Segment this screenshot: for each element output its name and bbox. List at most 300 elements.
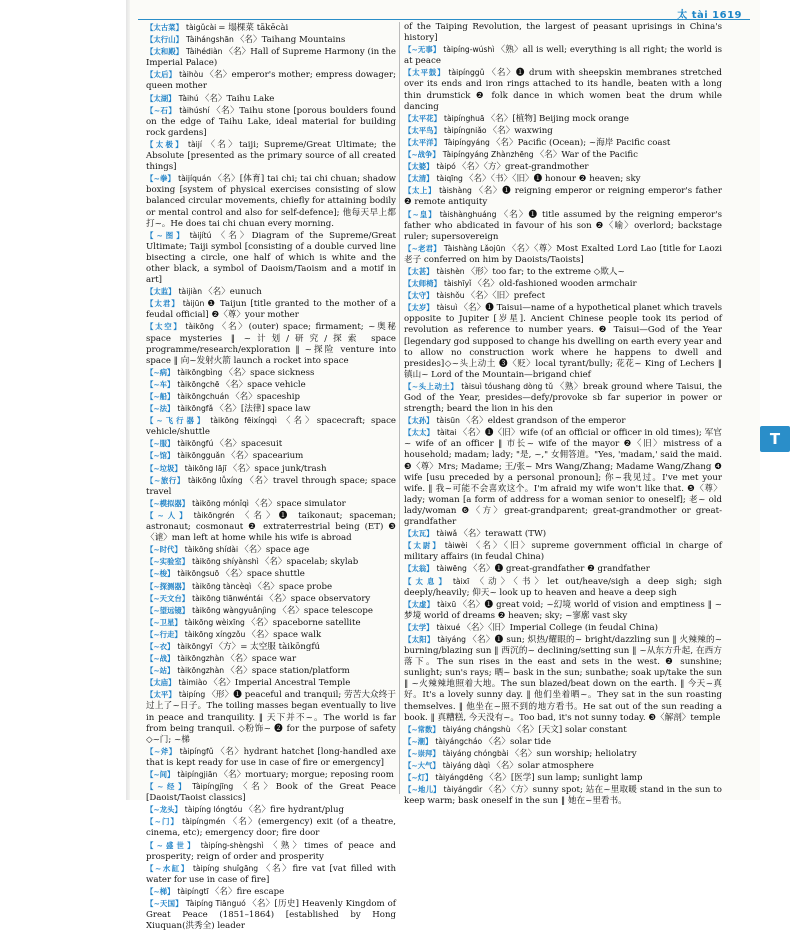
entry-pinyin: tàikōng tàncèqì: [192, 581, 252, 591]
entry-definition: 〈名〉War of the Pacific: [535, 150, 638, 161]
entry-pinyin: tàishèn: [436, 266, 465, 276]
entry-headword: 【~衣】: [146, 641, 175, 651]
entry-pinyin: tàipíng-shèngshì: [200, 840, 264, 850]
entry-definition: 〈名〉❶ sun; 炽热/耀眼的~ bright/dazzling sun ‖ 火辣辣的~ burning/blazing sun ‖ 西沉的~ declining/setting sun ‖ ~从东方升起, 在西方落下。The sun rises in the east and sets in the west. ❷ sunshine; sunlight; sun's rays; 晒~ bask in the sun; sunbathe; soak up/take the sun ‖ ~火辣辣地照着大地。The sun blazed/beat down on the earth. ‖ 今天~真好。It's a lovely sunny day. ‖ 他们坐着晒~。They sat in the sun roasting themselves. ‖ 他坐在~照不到的地方看书。He sat out of the sun reading a book. ‖ 真糟糕, 今天没有~。Too bad, it's not sunny today. ❸〈解剖〉temple: [404, 634, 722, 723]
dictionary-entry: [404, 302, 722, 381]
dictionary-entry: [404, 576, 722, 599]
entry-headword: 【太庙】: [146, 678, 176, 688]
entry-definition: 〈形〉❶ peaceful and tranquil; 劳苦大众终于过上了~日子。The toiling masses began eventually to live in peace and tranquility. ‖ 天下并不~。The world is far from being tranquil. ◇粉饰~ ❷ for the purpose of safety ◇~门; ~梯: [146, 690, 396, 745]
entry-headword: 【太古菜】: [146, 23, 183, 32]
entry-headword: 【太清】: [404, 174, 434, 184]
entry-headword: 【~时代】: [146, 545, 182, 555]
dictionary-entry: [146, 139, 396, 173]
entry-pinyin: tàikōngsuō: [177, 569, 220, 579]
entry-headword: 【太婆】: [404, 162, 434, 172]
dictionary-entry: [146, 863, 396, 886]
entry-pinyin: tàipínghuā: [443, 113, 485, 123]
entry-definition: 〈方〉= 太空服 tàikōngfú: [214, 641, 321, 652]
entry-headword: 【~拳】: [146, 174, 176, 184]
entry-headword: 【~盛世】: [146, 840, 198, 850]
entry-pinyin: tàipíngniǎo: [443, 125, 487, 135]
entry-headword: 【~间】: [146, 770, 175, 779]
dictionary-entry: [146, 475, 396, 498]
dictionary-entry: [146, 321, 396, 366]
entry-headword: 【~天国】: [146, 899, 183, 909]
left-column: [146, 22, 396, 932]
dictionary-entry: [404, 243, 722, 266]
entry-definition: 〈名〉❶ great-grandfather ❷ grandfather: [468, 564, 650, 575]
dictionary-entry: [146, 286, 396, 298]
entry-headword: 【~常数】: [404, 724, 440, 734]
entry-definition: 〈名〉Book of the Great Peace [Daoist/Taoist classics]: [146, 782, 396, 804]
entry-headword: 【~探测器】: [146, 581, 190, 591]
entry-headword: 【~旅行】: [146, 475, 185, 485]
entry-definition: 〈名〉Taihang Mountains: [235, 35, 346, 46]
entry-pinyin: tàiyángdēng: [435, 773, 484, 783]
entry-definition: 〈名〉emperor's mother; empress dowager; queen mother: [146, 70, 396, 92]
entry-headword: 【太平鸟】: [404, 125, 441, 135]
entry-pinyin: Tàipíngyáng Zhànzhēng: [442, 150, 534, 160]
entry-pinyin: Tàipíngjīng: [192, 782, 234, 792]
entry-definition: 〈名〉〈旧〉prefect: [466, 291, 546, 302]
entry-definition: 〈名〉Taihu Lake: [200, 93, 275, 104]
entry-pinyin: tàiyángdìr: [443, 785, 483, 795]
entry-pinyin: tàijítú: [189, 230, 212, 240]
entry-definition: 〈名〉solar atmosphere: [492, 761, 594, 771]
entry-pinyin: tàikōng shíyànshì: [192, 557, 259, 567]
dictionary-entry: [146, 173, 396, 229]
dictionary-entry: [404, 540, 722, 563]
entry-definition: 〈名〉spacesuit: [215, 439, 283, 450]
entry-pinyin: tàijí: [188, 139, 202, 149]
entry-definition: 〈名〉space probe: [253, 581, 333, 592]
entry-headword: 【~病】: [146, 367, 175, 377]
dictionary-entry: [146, 641, 396, 653]
entry-definition: 〈名〉[法律] space law: [215, 404, 311, 415]
entry-headword: 【~望远镜】: [146, 605, 190, 615]
entry-pinyin: Tàihédiàn: [186, 47, 223, 57]
entry-definition: 〈名〉Imperial Ancestral Temple: [209, 678, 351, 689]
dictionary-entry: [404, 137, 722, 149]
entry-pinyin: tàimiào: [178, 678, 208, 688]
entry-pinyin: tàiwēng: [436, 564, 467, 574]
entry-headword: 【~船】: [146, 392, 175, 401]
dictionary-entry: [146, 93, 396, 105]
entry-pinyin: tàikōng tiānwéntái: [192, 593, 263, 603]
dictionary-entry: [404, 266, 722, 278]
entry-pinyin: tàikōngchuán: [177, 392, 230, 401]
entry-definition: = 塌棵菜 tākēcài: [218, 23, 289, 33]
dictionary-entry: [404, 173, 722, 185]
dictionary-entry: [146, 230, 396, 286]
entry-headword: 【~战争】: [404, 150, 440, 160]
dictionary-entry: [404, 563, 722, 575]
entry-pinyin: tàitai: [437, 428, 457, 438]
dictionary-entry: [404, 149, 722, 161]
entry-headword: 【太湖】: [146, 93, 176, 103]
dictionary-entry: [146, 593, 396, 605]
entry-headword: 【~无事】: [404, 45, 441, 55]
dictionary-entry: [404, 427, 722, 528]
entry-pinyin: tàixī: [452, 576, 470, 586]
entry-headword: 【~经】: [146, 782, 190, 792]
entry-headword: 【~石】: [146, 105, 177, 115]
entry-headword: 【太极】: [146, 139, 186, 149]
entry-pinyin: tàisuì: [436, 303, 458, 313]
entry-pinyin: tàixué: [436, 622, 461, 632]
entry-definition: 〈熟〉all is well; everything is all right; the world is at peace: [404, 45, 722, 67]
entry-definition: 〈动〉〈书〉let out/heave/sigh a deep sigh; sigh deeply/heavily; 仰天~ look up to heaven and heave a deep sigh: [404, 576, 722, 598]
dictionary-entry: [404, 599, 722, 622]
dictionary-entry: [146, 415, 396, 438]
entry-definition: 〈名〉spacecraft; space vehicle/shuttle: [146, 416, 396, 438]
entry-headword: 【太甚】: [404, 266, 434, 276]
entry-headword: 【太学】: [404, 622, 434, 632]
entry-pinyin: tàishànghuáng: [439, 209, 497, 219]
dictionary-entry: [146, 581, 396, 593]
dictionary-entry: [146, 629, 396, 641]
dictionary-entry: [146, 665, 396, 677]
dictionary-entry: [404, 772, 722, 784]
entry-pinyin: tàikōngrén: [193, 510, 235, 520]
entry-headword: 【~模拟器】: [146, 498, 190, 508]
entry-definition: 〈名〉〈尊〉Most Exalted Lord Lao [title for Laozi 老子 conferred on him by Daoists/Taoists]: [404, 243, 723, 265]
entry-pinyin: tàijíquán: [178, 174, 212, 184]
entry-headword: 【~梯】: [146, 886, 175, 896]
entry-pinyin: tàipíngjiān: [177, 770, 218, 779]
dictionary-entry: [146, 769, 396, 781]
entry-definition: 〈名〉mortuary; morgue; reposing room: [219, 770, 394, 780]
entry-headword: 【太太】: [404, 428, 435, 438]
dictionary-entry: [404, 125, 722, 137]
dictionary-entry: [404, 528, 722, 540]
entry-headword: 【~车】: [146, 379, 175, 389]
entry-pinyin: tàihúshí: [179, 105, 210, 115]
dictionary-entry: [146, 34, 396, 46]
entry-definition: 〈名〉old-fashioned wooden armchair: [473, 279, 637, 290]
dictionary-entry: [146, 379, 396, 391]
entry-pinyin: Tàipíngyáng: [443, 137, 490, 147]
entry-headword: 【太尉】: [404, 541, 442, 551]
dictionary-entry: [146, 677, 396, 689]
entry-definition: 〈名〉spaceship: [231, 392, 300, 402]
entry-pinyin: tàikōng lǚxíng: [187, 475, 243, 485]
entry-pinyin: tàikōngfǎ: [177, 404, 214, 414]
entry-headword: 【太息】: [404, 576, 450, 586]
entry-definition: 〈名〉[医学] sun lamp; sunlight lamp: [485, 773, 643, 784]
entry-definition: 〈名〉travel through space; space travel: [146, 475, 396, 497]
entry-headword: 【~行走】: [146, 629, 182, 639]
entry-definition: 〈名〉fire escape: [210, 886, 285, 897]
entry-headword: 【~崇拜】: [404, 748, 440, 758]
entry-pinyin: tàipínggǔ: [448, 68, 485, 78]
dictionary-entry: [404, 736, 722, 748]
dictionary-entry: [404, 634, 722, 724]
entry-headword: 【太和殿】: [146, 47, 184, 57]
page-header: [138, 6, 750, 20]
entry-headword: 【太空】: [146, 322, 183, 332]
entry-definition: 〈名〉solar tide: [484, 736, 552, 747]
entry-definition: 〈名〉❶ drum with sheepskin membranes stretched over its ends and iron rings attached to its handle, beaten with a long thin drumstick ❷ folk dance in which women beat the drum while dancing: [404, 68, 722, 112]
entry-pinyin: tàiwǎ: [436, 529, 458, 539]
entry-pinyin: tàiyáng: [437, 634, 466, 644]
dictionary-entry: [404, 44, 722, 67]
entry-pinyin: tàikōngbìng: [177, 367, 223, 377]
entry-headword: 【~卫星】: [146, 617, 182, 627]
entry-pinyin: Tàipíng Tiānguó: [185, 899, 246, 909]
entry-pinyin: tàishǒu: [436, 291, 465, 301]
dictionary-entry: [146, 367, 396, 379]
entry-definition: 〈名〉space age: [240, 545, 310, 556]
entry-pinyin: tàikōngfú: [177, 439, 214, 449]
entry-definition: 〈名〉taiji; Supreme/Great Ultimate; the Absolute [presented as the primary source of all created things]: [146, 139, 396, 173]
entry-headword: 【~头上动土】: [404, 381, 459, 391]
entry-definition: of the Taiping Revolution, the largest of peasant uprisings in China's history]: [404, 22, 722, 44]
dictionary-entry: [404, 622, 722, 634]
dictionary-entry: [404, 161, 722, 173]
entry-definition: 〈名〉hydrant hatchet [long-handled axe that is kept ready for use in case of fire or emergency]: [146, 746, 396, 768]
dictionary-entry: [146, 617, 396, 629]
dictionary-entry: [404, 748, 722, 760]
entry-pinyin: tàipíngmén: [182, 817, 226, 827]
entry-definition: 〈名〉Hall of Supreme Harmony (in the Imperial Palace): [146, 47, 396, 69]
entry-pinyin: tàikōng lājī: [184, 463, 227, 473]
entry-definition: 〈名〉eunuch: [204, 287, 262, 298]
entry-headword: 【太阳】: [404, 634, 435, 644]
dictionary-entry: [146, 544, 396, 556]
entry-pinyin: Tàihú: [178, 93, 199, 103]
entry-definition: 〈名〉sun worship; heliolatry: [510, 748, 637, 759]
entry-definition: 〈名〉[植物] Beijing mock orange: [486, 113, 629, 124]
entry-headword: 【~灯】: [404, 773, 433, 783]
right-column: [404, 22, 723, 807]
entry-headword: 【~人】: [146, 510, 191, 520]
entry-pinyin: tàiyáng chóngbài: [442, 748, 509, 758]
entry-headword: 【~斧】: [146, 746, 177, 756]
entry-headword: 【太瓦】: [404, 529, 434, 539]
entry-pinyin: tàiyáng chángshù: [442, 724, 511, 734]
entry-definition: 〈名〉〈旧〉Imperial College (in feudal China): [462, 622, 658, 633]
dictionary-entry: [146, 886, 396, 898]
entry-pinyin: tàipíngfǔ: [179, 746, 214, 756]
entry-headword: 【~大气】: [404, 761, 440, 770]
dictionary-entry: [146, 46, 396, 69]
entry-headword: 【~服】: [146, 439, 175, 449]
entry-definition: 〈名〉space station/platform: [226, 666, 350, 677]
thumb-index-tab[interactable]: T: [760, 426, 790, 452]
dictionary-entry: [146, 804, 396, 816]
entry-pinyin: tàipíng shuǐgāng: [192, 863, 259, 873]
entry-headword: 【~潮】: [404, 736, 433, 746]
entry-pinyin: tàisuì tóushang dòng tǔ: [461, 381, 554, 391]
entry-pinyin: tàikōng mónǐqì: [192, 498, 249, 508]
entry-headword: 【太虚】: [404, 599, 435, 609]
entry-definition: 〈名〉terawatt (TW): [459, 529, 547, 540]
entry-definition: ❶ Taijun [title granted to the mother of a feudal official] ❷〈尊〉your mother: [146, 299, 396, 321]
dictionary-entry: [146, 898, 396, 932]
entry-definition: 〈名〉space telescope: [278, 605, 373, 616]
dictionary-entry: [404, 278, 722, 290]
entry-definition: 〈名〉[历史] Heavenly Kingdom of Great Peace (1851–1864) [established by Hong Xiuquan(洪秀全) leader: [146, 899, 396, 932]
entry-pinyin: tàikōng xíngzǒu: [184, 629, 246, 639]
dictionary-entry: [146, 450, 396, 462]
entry-headword: 【太平鼓】: [404, 68, 446, 78]
dictionary-entry: [404, 113, 722, 125]
entry-pinyin: tàigǔcài: [185, 23, 217, 32]
entry-pinyin: tàikōngzhàn: [177, 654, 225, 664]
entry-definition: 〈熟〉break ground where Taisui, the God of the Year, presides—defy/provoke sb far superior in power or strength; beard the lion in his den: [404, 381, 722, 415]
dictionary-entry: [404, 67, 722, 112]
entry-headword: 【太师椅】: [404, 279, 441, 289]
entry-pinyin: tàishīyǐ: [443, 279, 472, 289]
entry-definition: 〈名〉Taihu stone [porous boulders found on the edge of Taihu Lake, ideal material for building rock gardens]: [146, 105, 396, 138]
entry-definition: 〈名〉space vehicle: [221, 379, 306, 390]
entry-headword: 【太平花】: [404, 113, 441, 123]
entry-definition: 〈名〉Pacific (Ocean); ~海岸 Pacific coast: [491, 137, 671, 148]
entry-pinyin: tàipíng lóngtóu: [184, 805, 243, 815]
entry-headword: 【~站】: [146, 666, 175, 676]
dictionary-entry: [146, 105, 396, 139]
entry-definition: 〈名〉space walk: [247, 629, 322, 640]
entry-headword: 【~飞行器】: [146, 416, 208, 426]
entry-headword: 【~皇】: [404, 209, 437, 219]
dictionary-entry: [146, 498, 396, 510]
entry-headword: 【太后】: [146, 70, 177, 80]
entry-headword: 【太行山】: [146, 35, 183, 45]
entry-headword: 【~地儿】: [404, 785, 441, 795]
entry-pinyin: tàikōng fēixíngqì: [210, 416, 277, 426]
entry-definition: 〈熟〉times of peace and prosperity; reign of order and prosperity: [146, 840, 396, 862]
entry-definition: 〈名〉(outer) space; firmament; ~奥秘 space mysteries ‖ ~计划/研究/探索 space programme/research/exploration ‖ ~探险 venture into space ‖ 向~发射火箭 launch a rocket into space: [146, 322, 396, 366]
entry-definition: 〈名〉spaceborne satellite: [246, 617, 361, 628]
entry-pinyin: tàikōngyī: [177, 641, 213, 651]
dictionary-entry: [146, 816, 396, 839]
dictionary-entry: [404, 724, 722, 736]
entry-headword: 【~法】: [146, 404, 175, 414]
entry-headword: 【~图】: [146, 230, 187, 240]
entry-definition: 〈名〉〈旧〉supreme government official in charge of military affairs (in feudal China): [404, 541, 722, 563]
entry-headword: 【~馆】: [146, 451, 175, 461]
dictionary-entry: [146, 463, 396, 475]
entry-pinyin: Tàihángshān: [185, 35, 234, 45]
entry-pinyin: tàijūn: [182, 299, 205, 309]
entry-pinyin: tàishàng: [439, 186, 472, 196]
entry-pinyin: tàikōngguǎn: [177, 451, 225, 461]
entry-definition: 〈名〉❶ great void; ~幻境 world of vision and emptiness ‖ ~梦境 world of dreams ❷ heaven; sky; ~寥廓 vast sky: [404, 599, 722, 621]
entry-pinyin: tàiwèi: [444, 541, 468, 551]
running-head: 太 tài 1619: [677, 10, 742, 21]
entry-definition: 〈名〉fire hydrant/plug: [244, 805, 345, 816]
dictionary-entry: [146, 689, 396, 745]
dictionary-entry: [146, 510, 396, 544]
dictionary-entry: [146, 556, 396, 568]
entry-definition: 〈名〉〈书〉〈旧〉❶ honour ❷ heaven; sky: [464, 174, 641, 185]
entry-pinyin: tàixū: [437, 599, 457, 609]
entry-definition: 〈名〉spacelab; skylab: [260, 557, 359, 568]
entry-headword: 【太岁】: [404, 303, 434, 313]
entry-definition: 〈名〉〈方〉great-grandmother: [457, 162, 589, 173]
entry-headword: 【太平】: [146, 690, 176, 700]
entry-definition: 〈名〉❶ reigning emperor or reigning emperor's father ❷ remote antiquity: [404, 186, 722, 208]
dictionary-entry: [146, 69, 396, 92]
dictionary-entry: [404, 185, 722, 208]
entry-headword: 【太上】: [404, 186, 437, 196]
dictionary-entry: [146, 391, 396, 403]
entry-pinyin: tàipíngtī: [177, 886, 209, 896]
entry-pinyin: tàihòu: [179, 70, 204, 80]
dictionary-entry: [404, 22, 722, 44]
entry-headword: 【~战】: [146, 654, 175, 664]
entry-pinyin: tàiyángcháo: [435, 736, 483, 746]
entry-pinyin: tàikōng wèixīng: [184, 617, 245, 627]
entry-headword: 【~梭】: [146, 569, 175, 579]
entry-definition: 〈名〉[体育] tai chi; tai chi chuan; shadow boxing [system of physical exercises consisting of slow balanced circular movements, chiefly for attaining bodily or mental control and also for self-defence]; 他每天早上都打~。He does tai chi chuan every morning.: [146, 174, 396, 229]
entry-definition: 〈名〉space sickness: [224, 367, 315, 378]
entry-pinyin: Tàishàng Lǎojūn: [443, 243, 506, 253]
dictionary-entry: [146, 781, 396, 804]
entry-pinyin: tàikōngchē: [177, 379, 220, 389]
entry-definition: 〈名〉❶ title assumed by the reigning emperor's father who abdicated in favour of his son ❷〈喻〉overlord; backstage ruler; supersovereign: [404, 209, 722, 242]
entry-pinyin: tàipíng-wúshì: [443, 45, 495, 55]
entry-headword: 【太守】: [404, 291, 434, 301]
entry-definition: 〈名〉eldest grandson of the emperor: [461, 416, 626, 427]
dictionary-entry: [146, 298, 396, 321]
entry-headword: 【~龙头】: [146, 805, 182, 815]
entry-headword: 【太君】: [146, 299, 180, 309]
entry-definition: 〈名〉space shuttle: [221, 569, 305, 580]
entry-pinyin: tàikōng: [185, 322, 214, 332]
entry-pinyin: tàiqīng: [436, 174, 463, 184]
entry-headword: 【~水缸】: [146, 863, 190, 873]
entry-headword: 【~老君】: [404, 243, 441, 253]
dictionary-entry: [146, 403, 396, 415]
entry-headword: 【~实验室】: [146, 557, 190, 567]
entry-definition: 〈名〉(emergency) exit (of a theatre, cinema, etc); emergency door; fire door: [146, 817, 396, 839]
entry-definition: 〈名〉space junk/trash: [228, 463, 327, 474]
dictionary-entry: [146, 605, 396, 617]
dictionary-entry: [404, 209, 722, 243]
entry-definition: 〈名〉❶ taikonaut; spaceman; astronaut; cosmonaut ❷ extraterrestrial being (ET) ❸〈谑〉man left at home while his wife is abroad: [146, 510, 396, 544]
entry-pinyin: tàikōngzhàn: [177, 666, 225, 676]
entry-pinyin: tàipó: [436, 162, 456, 172]
entry-definition: 〈名〉❶〈旧〉wife (of an official or officer in old times); 军官~ wife of an officer ‖ 市长~ wife of the mayor ❷〈旧〉mistress of a household; madam; lady; "是, ~," 女佣答道。"Yes, 'madam,' said the maid. ❸〈尊〉Mrs; Madame; 王/张~ Mrs Wang/Zhang; Madame Wang/Zhang ❹ wife [usu preceded by a personal pronoun]; 你~我见过。I've met your wife. ‖ 我~可能不会喜欢这个。I'm afraid my wife won't like that. ❺〈尊〉lady; woman [a form of address for a woman senior to oneself]; 老~ old lady/woman ❻〈方〉great-grandparent; great-grandmother or great-grandfather: [404, 428, 722, 528]
dictionary-entry: [146, 746, 396, 769]
entry-headword: 【~天文台】: [146, 593, 190, 603]
dictionary-entry: [146, 840, 396, 863]
entry-headword: 【太翁】: [404, 564, 434, 574]
entry-headword: 【~垃圾】: [146, 463, 182, 473]
entry-headword: 【~门】: [146, 817, 180, 827]
entry-definition: 〈名〉Diagram of the Supreme/Great Ultimate; Taiji symbol [consisting of a double curved line bisecting a circle, one half of which is white and the other black, a symbol of Daoism/Taoism and a motif in art]: [146, 230, 396, 286]
entry-pinyin: tàiyáng dàqì: [442, 761, 491, 770]
dictionary-entry: [146, 568, 396, 580]
dictionary-entry: [404, 290, 722, 302]
dictionary-entry: [404, 760, 722, 772]
entry-definition: 〈名〉waxwing: [488, 125, 553, 136]
entry-definition: 〈名〉spacearium: [226, 451, 304, 462]
entry-pinyin: tàikōng wàngyuǎnjìng: [192, 605, 277, 615]
dictionary-entry: [404, 415, 722, 427]
dictionary-entry: [146, 653, 396, 665]
entry-pinyin: tàisūn: [436, 416, 460, 426]
dictionary-entry: [146, 438, 396, 450]
entry-definition: 〈名〉fire vat [vat filled with water for use in case of fire]: [146, 863, 396, 885]
entry-headword: 【太监】: [146, 287, 176, 297]
entry-headword: 【太孙】: [404, 416, 434, 426]
dictionary-entry: [146, 22, 396, 34]
entry-definition: 〈名〉〈方〉sunny spot; 站在~里取暖 stand in the sun to keep warm; bask oneself in the sun ‖ 她在~里看书。: [404, 785, 722, 807]
entry-definition: 〈名〉❶ Taisui—name of a hypothetical planet which travels opposite to Jupiter [岁星]. Ancient Chinese people took its period of revolution as reference to number years. ❷ Taisui—God of the Year [legendary god supposed to change his dwelling on earth every year and to allow no construction work where he happens to dwell and presides]◇~头上动土 ❸〈贬〉local tyrant/bully; 花花~ King of Lechers ‖ 镇山~ Lord of the Mountain—brigand chief: [404, 303, 722, 380]
